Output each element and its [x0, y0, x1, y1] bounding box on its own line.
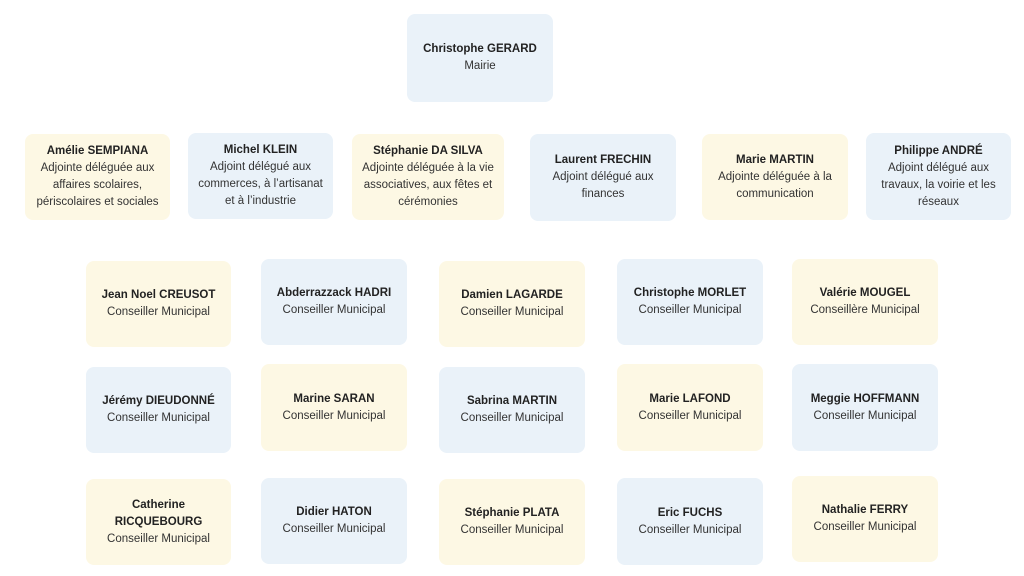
- card-name: Damien LAGARDE: [461, 289, 563, 301]
- card-councillor: [617, 259, 763, 345]
- card-deputy: [702, 134, 848, 220]
- card-name: Marine SARAN: [293, 392, 375, 405]
- card-name: Nathalie FERRY: [821, 504, 909, 516]
- card-name: Catherine RICQUEBOURG: [114, 498, 203, 528]
- card-name: Jérémy DIEUDONNÉ: [102, 395, 215, 407]
- card-councillor: [439, 367, 585, 453]
- card-role: Mairie: [464, 60, 496, 72]
- card-role: Conseiller Municipal: [107, 412, 210, 424]
- card-name: Valérie MOUGEL: [819, 287, 911, 299]
- card-councillor: [261, 259, 407, 345]
- card-name: Sabrina MARTIN: [466, 395, 558, 407]
- card-role: Conseiller Municipal: [107, 532, 210, 545]
- card-name: Jean Noel CREUSOT: [101, 289, 216, 301]
- card-name: Marie MARTIN: [736, 153, 814, 166]
- card-councillor: [86, 261, 231, 347]
- card-mayor: [407, 14, 553, 102]
- card-name: Christophe GERARD: [423, 43, 537, 55]
- card-deputy: [188, 133, 333, 219]
- card-councillor: [617, 364, 763, 451]
- card-name: Didier HATON: [296, 506, 372, 518]
- card-name: Christophe MORLET: [633, 287, 747, 299]
- card-name: Michel KLEIN: [223, 144, 298, 156]
- card-councillor: [439, 479, 585, 565]
- card-deputy: [866, 133, 1011, 220]
- card-councillor: [261, 364, 407, 451]
- card-role: Adjointe déléguée à la communication: [718, 170, 832, 200]
- card-name: Philippe ANDRÉ: [894, 144, 983, 157]
- card-councillor: [617, 478, 763, 565]
- card-role: Conseiller Municipal: [282, 523, 386, 535]
- card-name: Stéphanie PLATA: [464, 507, 560, 519]
- card-councillor: [261, 478, 407, 564]
- card-role: Conseiller Municipal: [813, 409, 917, 422]
- card-name: Eric FUCHS: [657, 506, 723, 519]
- card-councillor: [86, 479, 231, 565]
- card-role: Adjoint délégué aux commerces, à l’artisanat et à l’industrie: [198, 161, 323, 207]
- card-councillor: [86, 367, 231, 453]
- card-name: Marie LAFOND: [649, 392, 731, 405]
- card-role: Adjoint délégué aux travaux, la voirie et les réseaux: [881, 161, 996, 208]
- card-role: Conseillère Municipal: [810, 304, 920, 316]
- card-role: Adjointe déléguée à la vie associatives, aux fêtes et cérémonies: [362, 162, 494, 208]
- card-role: Conseiller Municipal: [282, 304, 386, 316]
- card-deputy: [25, 134, 170, 220]
- card-councillor: [792, 364, 938, 451]
- card-councillor: [792, 259, 938, 345]
- card-role: Conseiller Municipal: [460, 306, 564, 318]
- card-name: Meggie HOFFMANN: [810, 392, 920, 405]
- card-role: Adjointe déléguée aux affaires scolaires, périscolaires et sociales: [36, 162, 159, 208]
- card-name: Amélie SEMPIANA: [46, 145, 149, 157]
- card-role: Adjoint délégué aux finances: [552, 171, 654, 200]
- card-role: Conseiller Municipal: [460, 524, 564, 536]
- card-role: Conseiller Municipal: [638, 409, 742, 422]
- card-role: Conseiller Municipal: [282, 409, 386, 422]
- card-deputy: [530, 134, 676, 221]
- card-role: Conseiller Municipal: [107, 306, 210, 318]
- card-role: Conseiller Municipal: [638, 304, 742, 316]
- card-role: Conseiller Municipal: [638, 523, 742, 536]
- card-councillor: [792, 476, 938, 562]
- card-councillor: [439, 261, 585, 347]
- card-name: Abderrazzack HADRI: [276, 287, 392, 299]
- card-name: Stéphanie DA SILVA: [373, 145, 483, 157]
- card-name: Laurent FRECHIN: [554, 154, 652, 166]
- card-deputy: [352, 134, 504, 220]
- card-role: Conseiller Municipal: [460, 412, 564, 424]
- card-role: Conseiller Municipal: [813, 521, 917, 533]
